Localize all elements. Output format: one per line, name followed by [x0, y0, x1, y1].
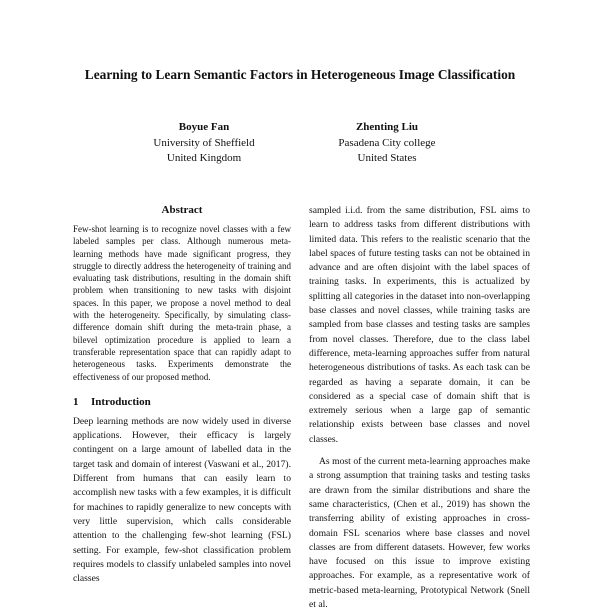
abstract-text: Few-shot learning is to recognize novel classes with a few labeled samples per class. Although numerous meta-learning methods have made significant progress, they struggle to directly address the heterogeneity of training and evaluating task distributions, resulting in the domain shift problem when transitioning to new tasks with disjoint spaces. In this paper, we propose a novel method to deal with the heterogeneity. Specifically, by simulating class-difference domain shift during the meta-train phase, a bilevel optimization procedure is applied to learn a transferable representation space that can rapidly adapt to heterogeneous tasks. Experiments demonstrate the effectiveness of our proposed method.	[73, 224, 291, 382]
section-number: 1	[73, 395, 79, 408]
author-affiliation: Pasadena City college	[338, 136, 436, 149]
intro-paragraph-1: Deep learning methods are now widely used in diverse applications. However, their efficacy is largely contingent on a large amount of labelled data in the target task and domain of interest (Vaswani et al., 2017). Different from humans that can easily learn to accomplish new tasks with a few examples, it is difficult for machines to rapidly generalize to new concepts with very little supervision, which calls considerable attention to the challenging few-shot learning (FSL) setting. For example, few-shot classification problem requires models to classify unlabeled samples into novel classes	[73, 415, 291, 585]
paragraph-gap	[309, 447, 530, 455]
author-name: Zhenting Liu	[355, 121, 419, 133]
right-column	[309, 204, 530, 612]
section-title: Introduction	[91, 395, 151, 408]
abstract-heading: Abstract	[161, 204, 203, 216]
paper-title: Learning to Learn Semantic Factors in Heterogeneous Image Classification	[84, 67, 516, 82]
right-paragraph-2: As most of the current meta-learning approaches make a strong assumption that training tasks and testing tasks are drawn from the similar distributions and share the same characteristics, (Chen et al., 2019) has shown the transferring ability of existing approaches in cross-domain FSL scenarios where base classes and novel classes are from different datasets. However, few works have focused on this issue to improve existing approaches. For example, as a representative work of metric-based meta-learning, Prototypical Network (Snell et al.	[309, 456, 530, 611]
section-heading	[73, 395, 291, 409]
left-column	[73, 203, 291, 586]
author-affiliation: University of Sheffield	[153, 136, 255, 149]
author-block-2	[287, 120, 487, 167]
author-name: Boyue Fan	[178, 121, 230, 133]
author-location: United Kingdom	[166, 152, 242, 164]
right-paragraph-1: sampled i.i.d. from the same distribution, FSL aims to learn to address tasks from different distributions with limited data. This refers to the realistic scenario that the label spaces of future testing tasks can not be obtained in advance and are often disjoint with the label spaces of training tasks. In experiments, this is actualized by splitting all categories in the dataset into non-overlapping base classes and novel classes, while training tasks are sampled from base classes and testing tasks are samples from novel classes. Therefore, due to the class label difference, meta-learning approaches suffer from natural heterogeneous distributions of tasks. As each task can be regarded as having a separate domain, it can be considered as a special case of domain shift that is extremely serious when a large gap of semantic relationship exists between base classes and novel classes.	[309, 205, 530, 445]
author-block-1	[104, 120, 304, 167]
author-location: United States	[357, 152, 417, 164]
